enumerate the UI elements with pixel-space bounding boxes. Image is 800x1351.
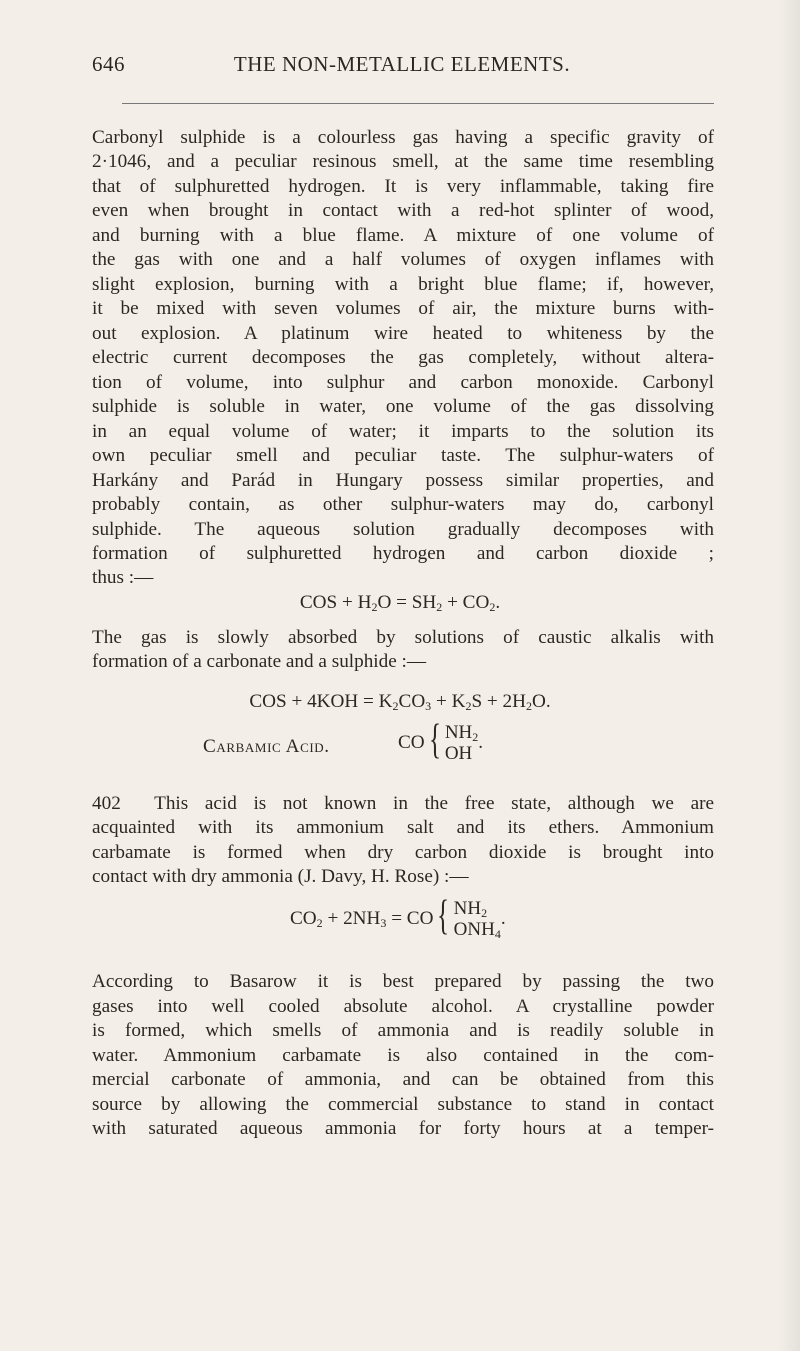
equation-absorption: COS + $4KOH = K_2CO_3 + K_2S + 2H_2O$. — [249, 691, 551, 713]
carbamic-formula: CO{ $NH_2$ OH . — [398, 717, 484, 764]
text-line: electric current decomposes the gas completely, without altera- — [92, 347, 714, 368]
text-line: 2·1046, and a peculiar resinous smell, at the same time resembling — [92, 151, 714, 172]
section-heading: Carbamic Acid. — [203, 736, 330, 757]
page-number: 646 — [92, 52, 125, 76]
equation-ammonium-carbamate: $CO_2 + 2NH_3 = CO${ $NH_2$ $ONH_4$ . — [290, 893, 506, 941]
text-line: gases into well cooled absolute alcohol. A crystalline powder — [92, 996, 714, 1017]
text-line: sulphide is soluble in water, one volume of the gas dissolving — [92, 396, 714, 417]
text-line: own peculiar smell and peculiar taste. The sulphur-waters of — [92, 445, 714, 466]
header-rule — [122, 103, 714, 104]
text-line: water. Ammonium carbamate is also contained in the com- — [92, 1045, 714, 1066]
text-line: formation of sulphuretted hydrogen and carbon dioxide ; — [92, 543, 714, 564]
text-line: thus :— — [92, 567, 154, 588]
text-line: is formed, which smells of ammonia and is readily soluble in — [92, 1020, 714, 1041]
text-line: out explosion. A platinum wire heated to whiteness by the — [92, 323, 714, 344]
paragraph-number: 402 — [92, 793, 121, 814]
page-edge-shadow — [778, 0, 800, 1351]
text-line: contact with dry ammonia (J. Davy, H. Rose) :— — [92, 866, 469, 887]
text-line: tion of volume, into sulphur and carbon monoxide. Carbonyl — [92, 372, 714, 393]
text-line: formation of a carbonate and a sulphide :— — [92, 651, 427, 672]
text-line: in an equal volume of water; it imparts to the solution its — [92, 421, 714, 442]
text-line: probably contain, as other sulphur-waters may do, carbonyl — [92, 494, 714, 515]
text-line: with saturated aqueous ammonia for forty hours at a temper- — [92, 1118, 714, 1139]
text-line: The gas is slowly absorbed by solutions of caustic alkalis with — [92, 627, 714, 648]
text-line: slight explosion, burning with a bright blue flame; if, however, — [92, 274, 714, 295]
section-title-line — [203, 736, 330, 758]
text-line: that of sulphuretted hydrogen. It is very inflammable, taking fire — [92, 176, 714, 197]
text-line: carbamate is formed when dry carbon dioxide is brought into — [92, 842, 714, 863]
text-line: mercial carbonate of ammonia, and can be obtained from this — [92, 1069, 714, 1090]
text-line: acquainted with its ammonium salt and its ethers. Ammonium — [92, 817, 714, 838]
text-line: Harkány and Parád in Hungary possess similar properties, and — [92, 470, 714, 491]
text-line: even when brought in contact with a red-hot splinter of wood, — [92, 200, 714, 221]
running-header — [92, 52, 712, 82]
text-line: it be mixed with seven volumes of air, the mixture burns with- — [92, 298, 714, 319]
equation-hydrolysis: COS + $H_2O = SH_2 + CO_2$. — [299, 592, 501, 614]
text-line: source by allowing the commercial substance to stand in contact — [92, 1094, 714, 1115]
text-line: sulphide. The aqueous solution gradually decomposes with — [92, 519, 714, 540]
text-line: and burning with a blue flame. A mixture of one volume of — [92, 225, 714, 246]
text-line: the gas with one and a half volumes of oxygen inflames with — [92, 249, 714, 270]
running-title: THE NON-METALLIC ELEMENTS. — [233, 52, 571, 76]
text-line: According to Basarow it is best prepared by passing the two — [92, 971, 714, 992]
text-line: Carbonyl sulphide is a colourless gas having a specific gravity of — [92, 127, 714, 148]
text-line: 402 This acid is not known in the free state, although we are — [92, 793, 714, 814]
